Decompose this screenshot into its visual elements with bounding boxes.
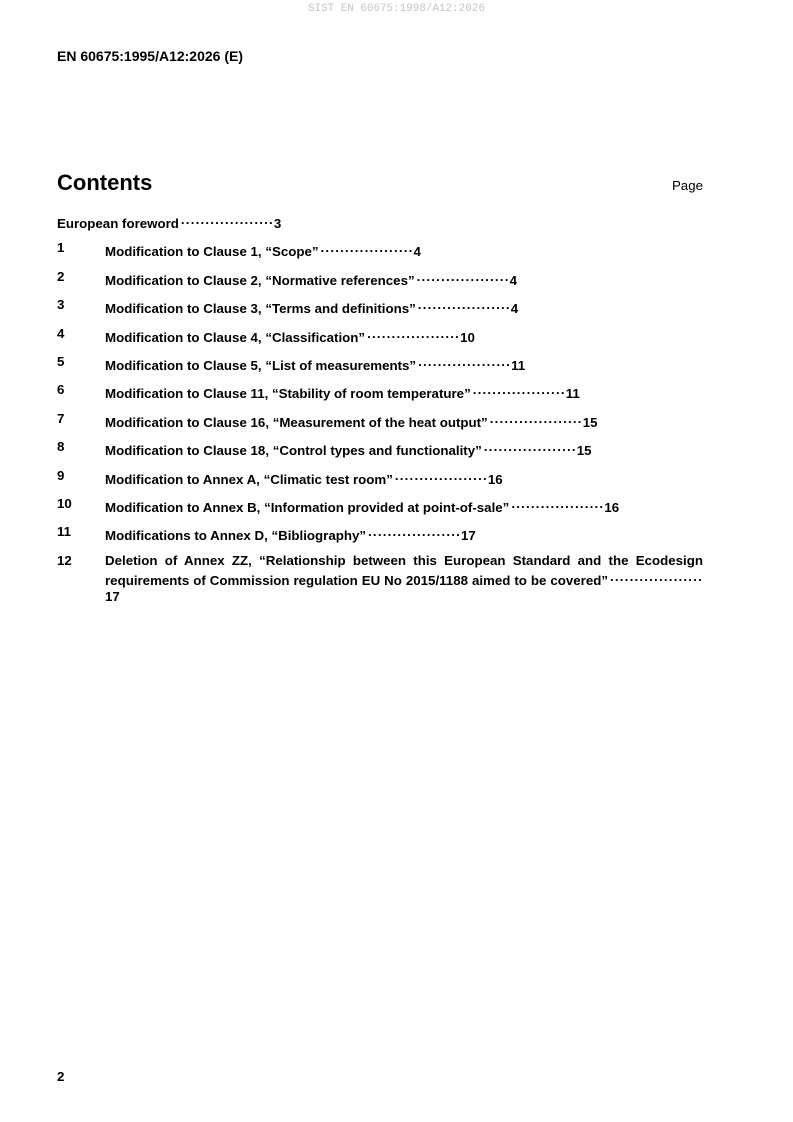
toc-entry-page: 3 bbox=[273, 216, 282, 231]
toc-entry-page: 10 bbox=[460, 329, 475, 345]
toc-entry-title: Modification to Clause 11, “Stability of room temperature” bbox=[105, 386, 471, 402]
toc-entry-body bbox=[57, 212, 703, 232]
running-header: SIST EN 60675:1998/A12:2026 bbox=[307, 3, 486, 15]
toc-entry-page: 16 bbox=[487, 471, 503, 487]
toc-entry[interactable] bbox=[57, 468, 703, 488]
toc-leader-dots bbox=[181, 212, 273, 228]
toc-entry-body bbox=[105, 354, 703, 374]
contents-heading: Contents bbox=[57, 170, 153, 195]
toc-leader-dots bbox=[511, 496, 603, 512]
toc-leader-dots bbox=[368, 524, 460, 540]
toc-entry-title: Modification to Clause 18, “Control types and functionality” bbox=[105, 443, 482, 459]
toc-entry-number: 1 bbox=[57, 240, 65, 256]
toc-leader-dots bbox=[417, 269, 509, 285]
toc-entry-page: 16 bbox=[604, 499, 620, 515]
toc-entry-number: 12 bbox=[57, 552, 72, 568]
toc-entry-page: 4 bbox=[413, 244, 421, 260]
toc-leader-dots bbox=[610, 569, 702, 585]
toc-entry-body bbox=[105, 439, 703, 459]
toc-entry-body bbox=[105, 553, 703, 605]
toc-entry-title: Modification to Clause 4, “Classification” bbox=[105, 329, 366, 345]
toc-entry-page: 4 bbox=[509, 272, 518, 288]
toc-entry-body bbox=[105, 411, 703, 431]
toc-entry-body bbox=[105, 496, 703, 516]
toc-entry-body bbox=[105, 524, 703, 544]
toc-entry-number: 11 bbox=[57, 524, 72, 540]
toc-leader-dots bbox=[321, 240, 413, 256]
toc-entry-number: 9 bbox=[57, 467, 65, 483]
toc-entry-title: Modification to Clause 2, “Normative references” bbox=[105, 272, 415, 288]
toc-entry[interactable] bbox=[57, 411, 703, 431]
toc-entry-body bbox=[105, 326, 703, 346]
toc-entry[interactable] bbox=[57, 382, 703, 402]
toc-entry-title: Modifications to Annex D, “Bibliography” bbox=[105, 528, 367, 544]
toc-entry[interactable] bbox=[57, 496, 703, 516]
toc-entry-page: 11 bbox=[511, 357, 526, 373]
toc-entry-title: Modification to Clause 5, “List of measurements” bbox=[105, 357, 417, 373]
toc-entry-page: 11 bbox=[565, 386, 580, 402]
toc-entry[interactable] bbox=[57, 354, 703, 374]
toc-entry[interactable] bbox=[57, 326, 703, 346]
toc-entry-title: Modification to Annex A, “Climatic test room” bbox=[105, 471, 393, 487]
toc-entry[interactable] bbox=[57, 297, 703, 317]
toc-entry[interactable] bbox=[57, 553, 703, 605]
toc-entry-title: Modification to Clause 3, “Terms and definitions” bbox=[105, 301, 416, 317]
toc-entry-number: 5 bbox=[57, 353, 65, 369]
document-reference: EN 60675:1995/A12:2026 (E) bbox=[57, 48, 244, 64]
toc-leader-dots bbox=[367, 326, 459, 342]
toc-entry[interactable] bbox=[57, 439, 703, 459]
toc-entry[interactable] bbox=[57, 269, 703, 289]
toc-entry[interactable] bbox=[57, 240, 703, 260]
toc-entry-number: 2 bbox=[57, 268, 65, 284]
toc-entry-page: 15 bbox=[582, 414, 598, 430]
toc-entry-page: 4 bbox=[510, 301, 519, 317]
toc-leader-dots bbox=[418, 297, 510, 313]
contents-header-row bbox=[57, 170, 703, 196]
toc-entry-page: 15 bbox=[576, 443, 592, 459]
toc-entry-body bbox=[105, 240, 703, 260]
page-column-label: Page bbox=[671, 178, 703, 193]
toc-entry[interactable] bbox=[57, 212, 703, 232]
toc-entry-number: 3 bbox=[57, 297, 65, 313]
toc-entry-number: 8 bbox=[57, 439, 65, 455]
toc-entry-number: 6 bbox=[57, 382, 65, 398]
toc-entry-title: European foreword bbox=[57, 216, 179, 231]
toc-entry-number: 4 bbox=[57, 325, 65, 341]
toc-entry-title: Modification to Clause 16, “Measurement of the heat output” bbox=[105, 414, 488, 430]
toc-leader-dots bbox=[490, 411, 582, 427]
toc-entry-title: Modification to Annex B, “Information provided at point-of-sale” bbox=[105, 499, 510, 515]
toc-entry-number: 10 bbox=[57, 495, 72, 511]
table-of-contents bbox=[57, 212, 703, 605]
toc-entry[interactable] bbox=[57, 524, 703, 544]
toc-leader-dots bbox=[418, 354, 510, 370]
toc-leader-dots bbox=[484, 439, 576, 455]
toc-entry-number: 7 bbox=[57, 410, 65, 426]
toc-entry-page: 17 bbox=[461, 528, 476, 544]
toc-entry-page: 17 bbox=[105, 588, 120, 604]
toc-entry-body bbox=[105, 468, 703, 488]
page-number: 2 bbox=[57, 1069, 65, 1084]
toc-entry-title: Deletion of Annex ZZ, “Relationship between this European Standard and the Ecodesign requirements of Commission regulation EU No 2015/1188 aimed to be covered” bbox=[105, 552, 703, 588]
toc-entry-body bbox=[105, 382, 703, 402]
toc-leader-dots bbox=[473, 382, 565, 398]
toc-entry-body bbox=[105, 297, 703, 317]
toc-entry-body bbox=[105, 269, 703, 289]
toc-leader-dots bbox=[395, 468, 487, 484]
toc-entry-title: Modification to Clause 1, “Scope” bbox=[105, 244, 319, 260]
